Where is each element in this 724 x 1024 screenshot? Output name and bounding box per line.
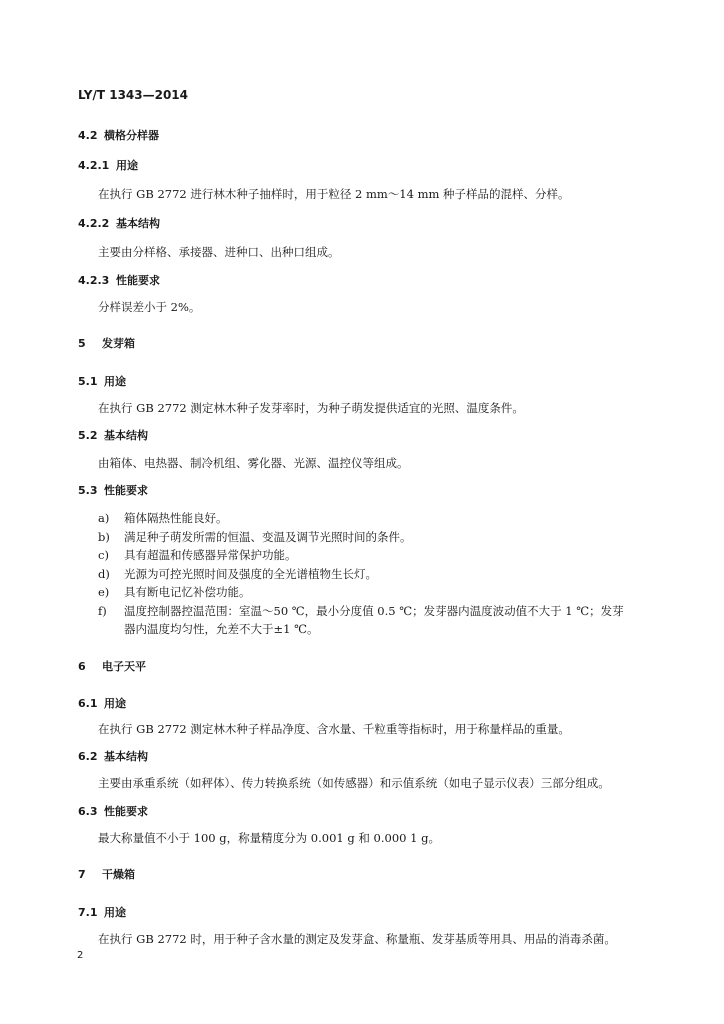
section-5-2-text: 由箱体、电热器、制冷机组、雾化器、光源、温控仪等组成。 (98, 456, 409, 470)
section-4-2-3-heading (78, 272, 160, 288)
list-item-label: f) (98, 604, 107, 618)
list-item (98, 584, 251, 600)
section-5-1-heading (78, 373, 126, 389)
section-title: 电子天平 (102, 660, 146, 673)
list-item-label: a) (98, 511, 110, 525)
section-title: 用途 (104, 906, 126, 919)
list-item-text: 温度控制器控温范围：室温～50 ℃，最小分度值 0.5 ℃；发芽器内温度波动值不大于 1 ℃；发芽 (124, 604, 624, 618)
section-5-heading (78, 335, 135, 351)
section-number: 5.2 (78, 429, 98, 442)
section-title: 干燥箱 (102, 868, 135, 881)
section-6-3-text: 最大称量值不小于 100 g，称量精度分为 0.001 g 和 0.000 1 g。 (98, 831, 440, 845)
section-4-2-3-text: 分样误差小于 2%。 (98, 300, 201, 314)
section-number: 5 (78, 337, 86, 350)
section-4-2-2-text: 主要由分样格、承接器、进种口、出种口组成。 (98, 245, 340, 259)
section-title: 用途 (116, 159, 138, 172)
section-title: 横格分样器 (104, 129, 159, 142)
section-7-heading (78, 866, 135, 882)
section-4-2-1-text: 在执行 GB 2772 进行林木种子抽样时，用于粒径 2 mm～14 mm 种子样品的混样、分样。 (98, 187, 570, 201)
section-5-2-heading (78, 427, 148, 443)
list-item-label: b) (98, 530, 110, 544)
section-title: 性能要求 (116, 274, 160, 287)
list-item-text: 箱体隔热性能良好。 (124, 511, 228, 525)
list-item-text: 光源为可控光照时间及强度的全光谱植物生长灯。 (124, 567, 377, 581)
section-title: 发芽箱 (102, 337, 135, 350)
section-number: 7.1 (78, 906, 98, 919)
section-7-1-text: 在执行 GB 2772 时，用于种子含水量的测定及发芽盒、称量瓶、发芽基质等用具、用品的消毒杀菌。 (98, 932, 616, 946)
section-6-3-heading (78, 803, 148, 819)
standard-code: LY/T 1343—2014 (78, 88, 189, 102)
list-item-text: 具有超温和传感器异常保护功能。 (124, 548, 297, 562)
page-number: 2 (77, 950, 84, 961)
list-item (98, 510, 228, 526)
section-6-1-heading (78, 695, 126, 711)
section-number: 5.1 (78, 375, 98, 388)
section-number: 6.2 (78, 750, 98, 763)
section-7-1-heading (78, 904, 126, 920)
section-number: 6.3 (78, 805, 98, 818)
section-title: 基本结构 (104, 429, 148, 442)
section-title: 基本结构 (116, 217, 160, 230)
section-6-heading (78, 658, 146, 674)
list-item (98, 547, 297, 563)
section-number: 7 (78, 868, 86, 881)
section-6-2-text: 主要由承重系统（如秤体）、传力转换系统（如传感器）和示值系统（如电子显示仪表）三部分组成。 (98, 776, 610, 790)
section-title: 性能要求 (104, 805, 148, 818)
section-4-2-1-heading (78, 157, 138, 173)
section-number: 5.3 (78, 484, 98, 497)
section-6-2-heading (78, 748, 148, 764)
section-number: 6 (78, 660, 86, 673)
list-item-label: e) (98, 585, 110, 599)
section-number: 4.2.3 (78, 274, 110, 287)
list-item-label: c) (98, 548, 109, 562)
section-title: 用途 (104, 375, 126, 388)
list-item-text: 满足种子萌发所需的恒温、变温及调节光照时间的条件。 (124, 530, 412, 544)
section-5-1-text: 在执行 GB 2772 测定林木种子发芽率时，为种子萌发提供适宜的光照、温度条件。 (98, 401, 524, 415)
list-item-continuation: 器内温度均匀性，允差不大于±1 ℃。 (124, 622, 319, 636)
list-item-text: 具有断电记忆补偿功能。 (124, 585, 251, 599)
section-number: 4.2.2 (78, 217, 110, 230)
section-4-2-2-heading (78, 215, 160, 231)
list-item (98, 566, 377, 582)
list-item (98, 529, 412, 545)
section-6-1-text: 在执行 GB 2772 测定林木种子样品净度、含水量、千粒重等指标时，用于称量样品的重量。 (98, 722, 570, 736)
section-4-2-heading (78, 127, 159, 143)
section-title: 性能要求 (104, 484, 148, 497)
list-item-label: d) (98, 567, 110, 581)
section-title: 基本结构 (104, 750, 148, 763)
section-number: 4.2.1 (78, 159, 110, 172)
section-number: 4.2 (78, 129, 98, 142)
section-5-3-heading (78, 482, 148, 498)
list-item (98, 603, 624, 619)
section-title: 用途 (104, 697, 126, 710)
section-number: 6.1 (78, 697, 98, 710)
